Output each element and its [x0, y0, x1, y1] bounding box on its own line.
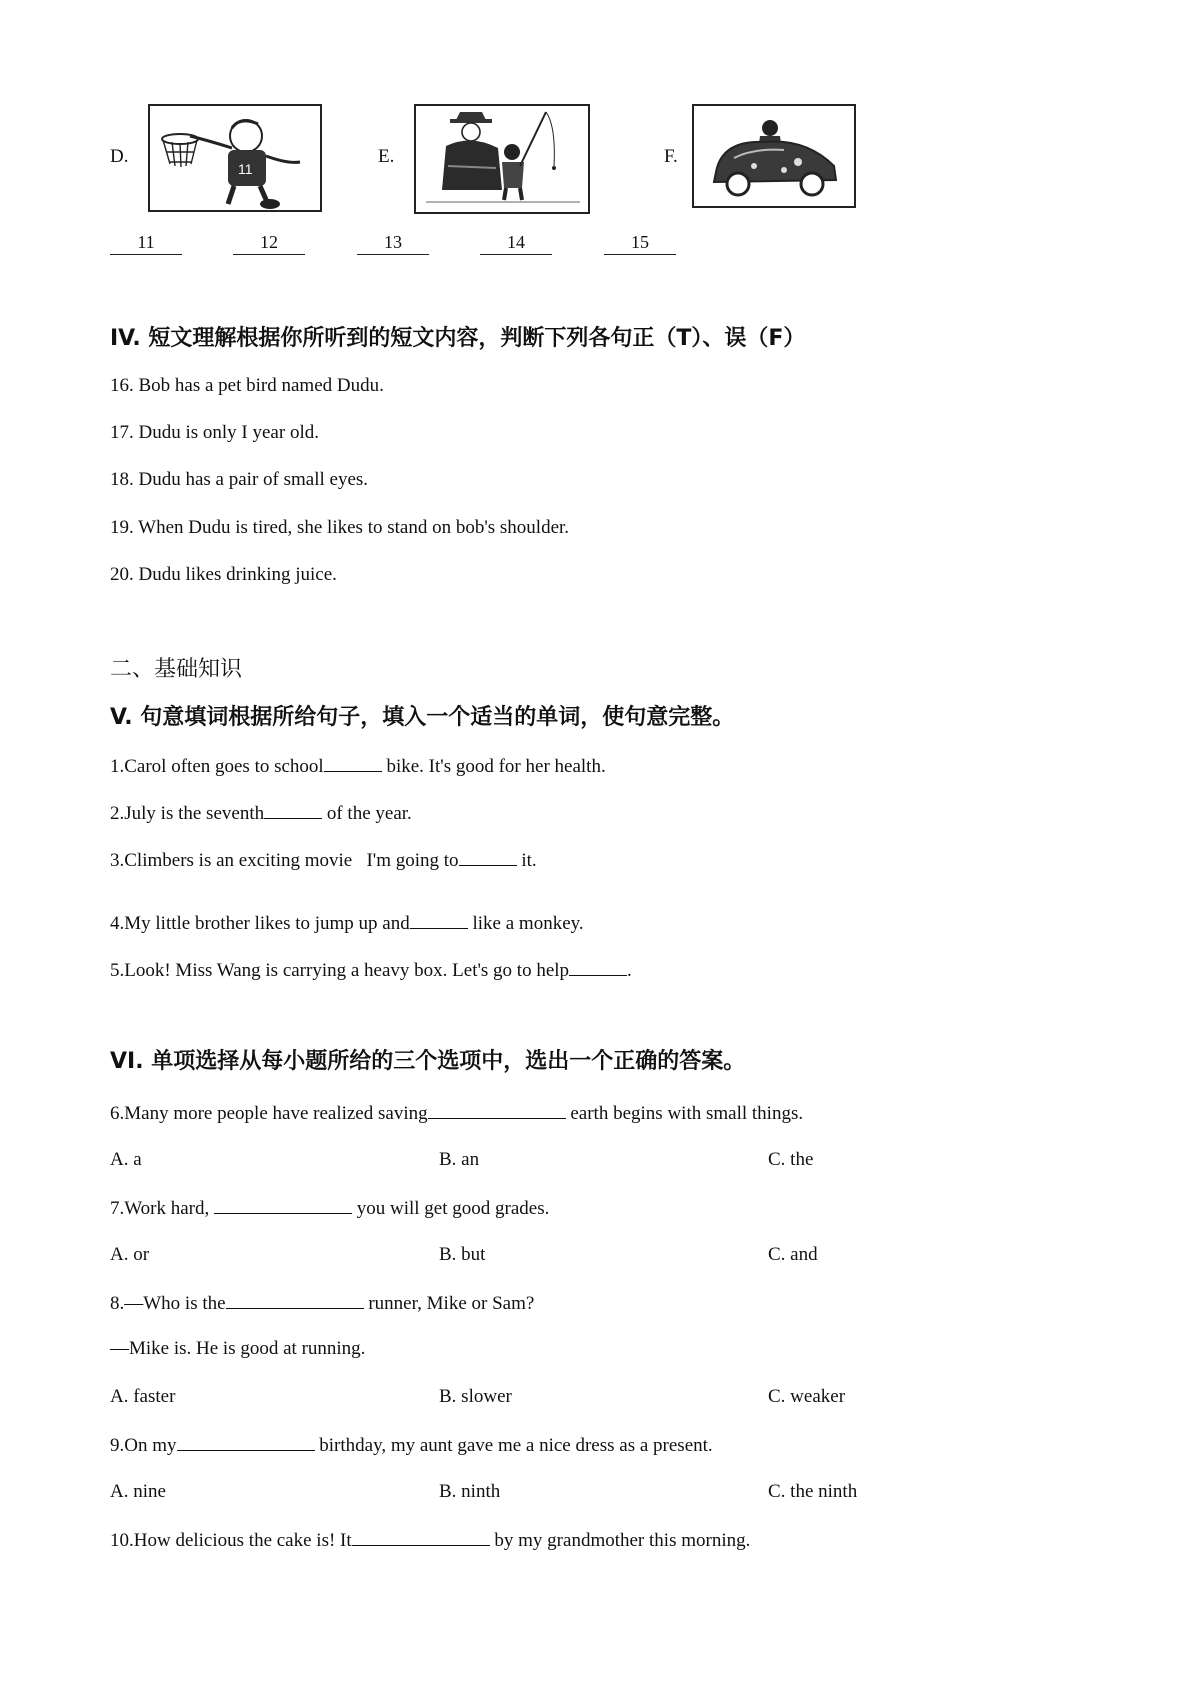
basketball-player-icon — [148, 104, 322, 212]
q7-option-a[interactable]: A. or — [110, 1244, 150, 1265]
fill-blank[interactable] — [459, 847, 517, 866]
question-10: 10.How delicious the cake is! It by my grandmother this morning. — [110, 1527, 750, 1553]
q8-option-c[interactable]: C. weaker — [768, 1386, 846, 1407]
q7-option-b[interactable]: B. but — [439, 1244, 486, 1265]
question-8-answer-line: —Mike is. He is good at running. — [110, 1338, 366, 1359]
man-in-car-icon — [692, 104, 856, 208]
section-iv-item-18: 18. Dudu has a pair of small eyes. — [110, 469, 369, 490]
answer-blank-12[interactable]: 12 — [233, 232, 305, 255]
part-two-title: 二、基础知识 — [110, 657, 243, 682]
answer-blank-11[interactable]: 11 — [110, 232, 182, 255]
picture-label-f: F. — [664, 146, 678, 167]
section-v-item-5: 5.Look! Miss Wang is carrying a heavy box. Let's go to help . — [110, 957, 632, 983]
answer-blank-13[interactable]: 13 — [357, 232, 429, 255]
q7-option-c[interactable]: C. and — [768, 1244, 818, 1265]
question-7: 7.Work hard, you will get good grades. — [110, 1195, 549, 1221]
fill-blank[interactable] — [569, 957, 627, 976]
fill-blank[interactable] — [264, 800, 322, 819]
fill-blank[interactable] — [352, 1527, 490, 1546]
fill-blank[interactable] — [410, 910, 468, 929]
q6-option-c[interactable]: C. the — [768, 1149, 814, 1170]
section-v-item-4: 4.My little brother likes to jump up and like a monkey. — [110, 910, 584, 936]
q6-option-b[interactable]: B. an — [439, 1149, 480, 1170]
q9-option-c[interactable]: C. the ninth — [768, 1481, 858, 1502]
section-v-item-2: 2.July is the seventh of the year. — [110, 800, 412, 826]
picture-label-d: D. — [110, 146, 129, 167]
question-9: 9.On my birthday, my aunt gave me a nice dress as a present. — [110, 1432, 713, 1458]
section-iv-item-16: 16. Bob has a pet bird named Dudu. — [110, 375, 384, 396]
question-8: 8.—Who is the runner, Mike or Sam? — [110, 1290, 534, 1316]
section-iv-item-19: 19. When Dudu is tired, she likes to stand on bob's shoulder. — [110, 517, 570, 538]
q9-option-b[interactable]: B. ninth — [439, 1481, 501, 1502]
q8-option-a[interactable]: A. faster — [110, 1386, 176, 1407]
svg-text:11: 11 — [238, 161, 253, 177]
section-v-title: V. 句意填词根据所给句子，填入一个适当的单词，使句意完整。 — [110, 705, 735, 730]
section-iv-item-17: 17. Dudu is only I year old. — [110, 422, 319, 443]
picture-label-e: E. — [378, 146, 395, 167]
fill-blank[interactable] — [324, 753, 382, 772]
answer-blank-15[interactable]: 15 — [604, 232, 676, 255]
section-vi-title: VI. 单项选择从每小题所给的三个选项中，选出一个正确的答案。 — [110, 1049, 746, 1074]
fishing-people-icon — [414, 104, 590, 214]
q9-option-a[interactable]: A. nine — [110, 1481, 166, 1502]
fill-blank[interactable] — [177, 1432, 315, 1451]
answer-blank-14[interactable]: 14 — [480, 232, 552, 255]
question-6: 6.Many more people have realized saving earth begins with small things. — [110, 1100, 803, 1126]
section-v-item-1: 1.Carol often goes to school bike. It's good for her health. — [110, 753, 606, 779]
q6-option-a[interactable]: A. a — [110, 1149, 142, 1170]
fill-blank[interactable] — [214, 1195, 352, 1214]
fill-blank[interactable] — [226, 1290, 364, 1309]
fill-blank[interactable] — [428, 1100, 566, 1119]
section-v-item-3: 3.Climbers is an exciting movie I'm going to it. — [110, 847, 537, 873]
section-iv-item-20: 20. Dudu likes drinking juice. — [110, 564, 337, 585]
q8-option-b[interactable]: B. slower — [439, 1386, 512, 1407]
section-iv-title: IV. 短文理解根据你所听到的短文内容，判断下列各句正（T）、误（F） — [110, 326, 806, 351]
